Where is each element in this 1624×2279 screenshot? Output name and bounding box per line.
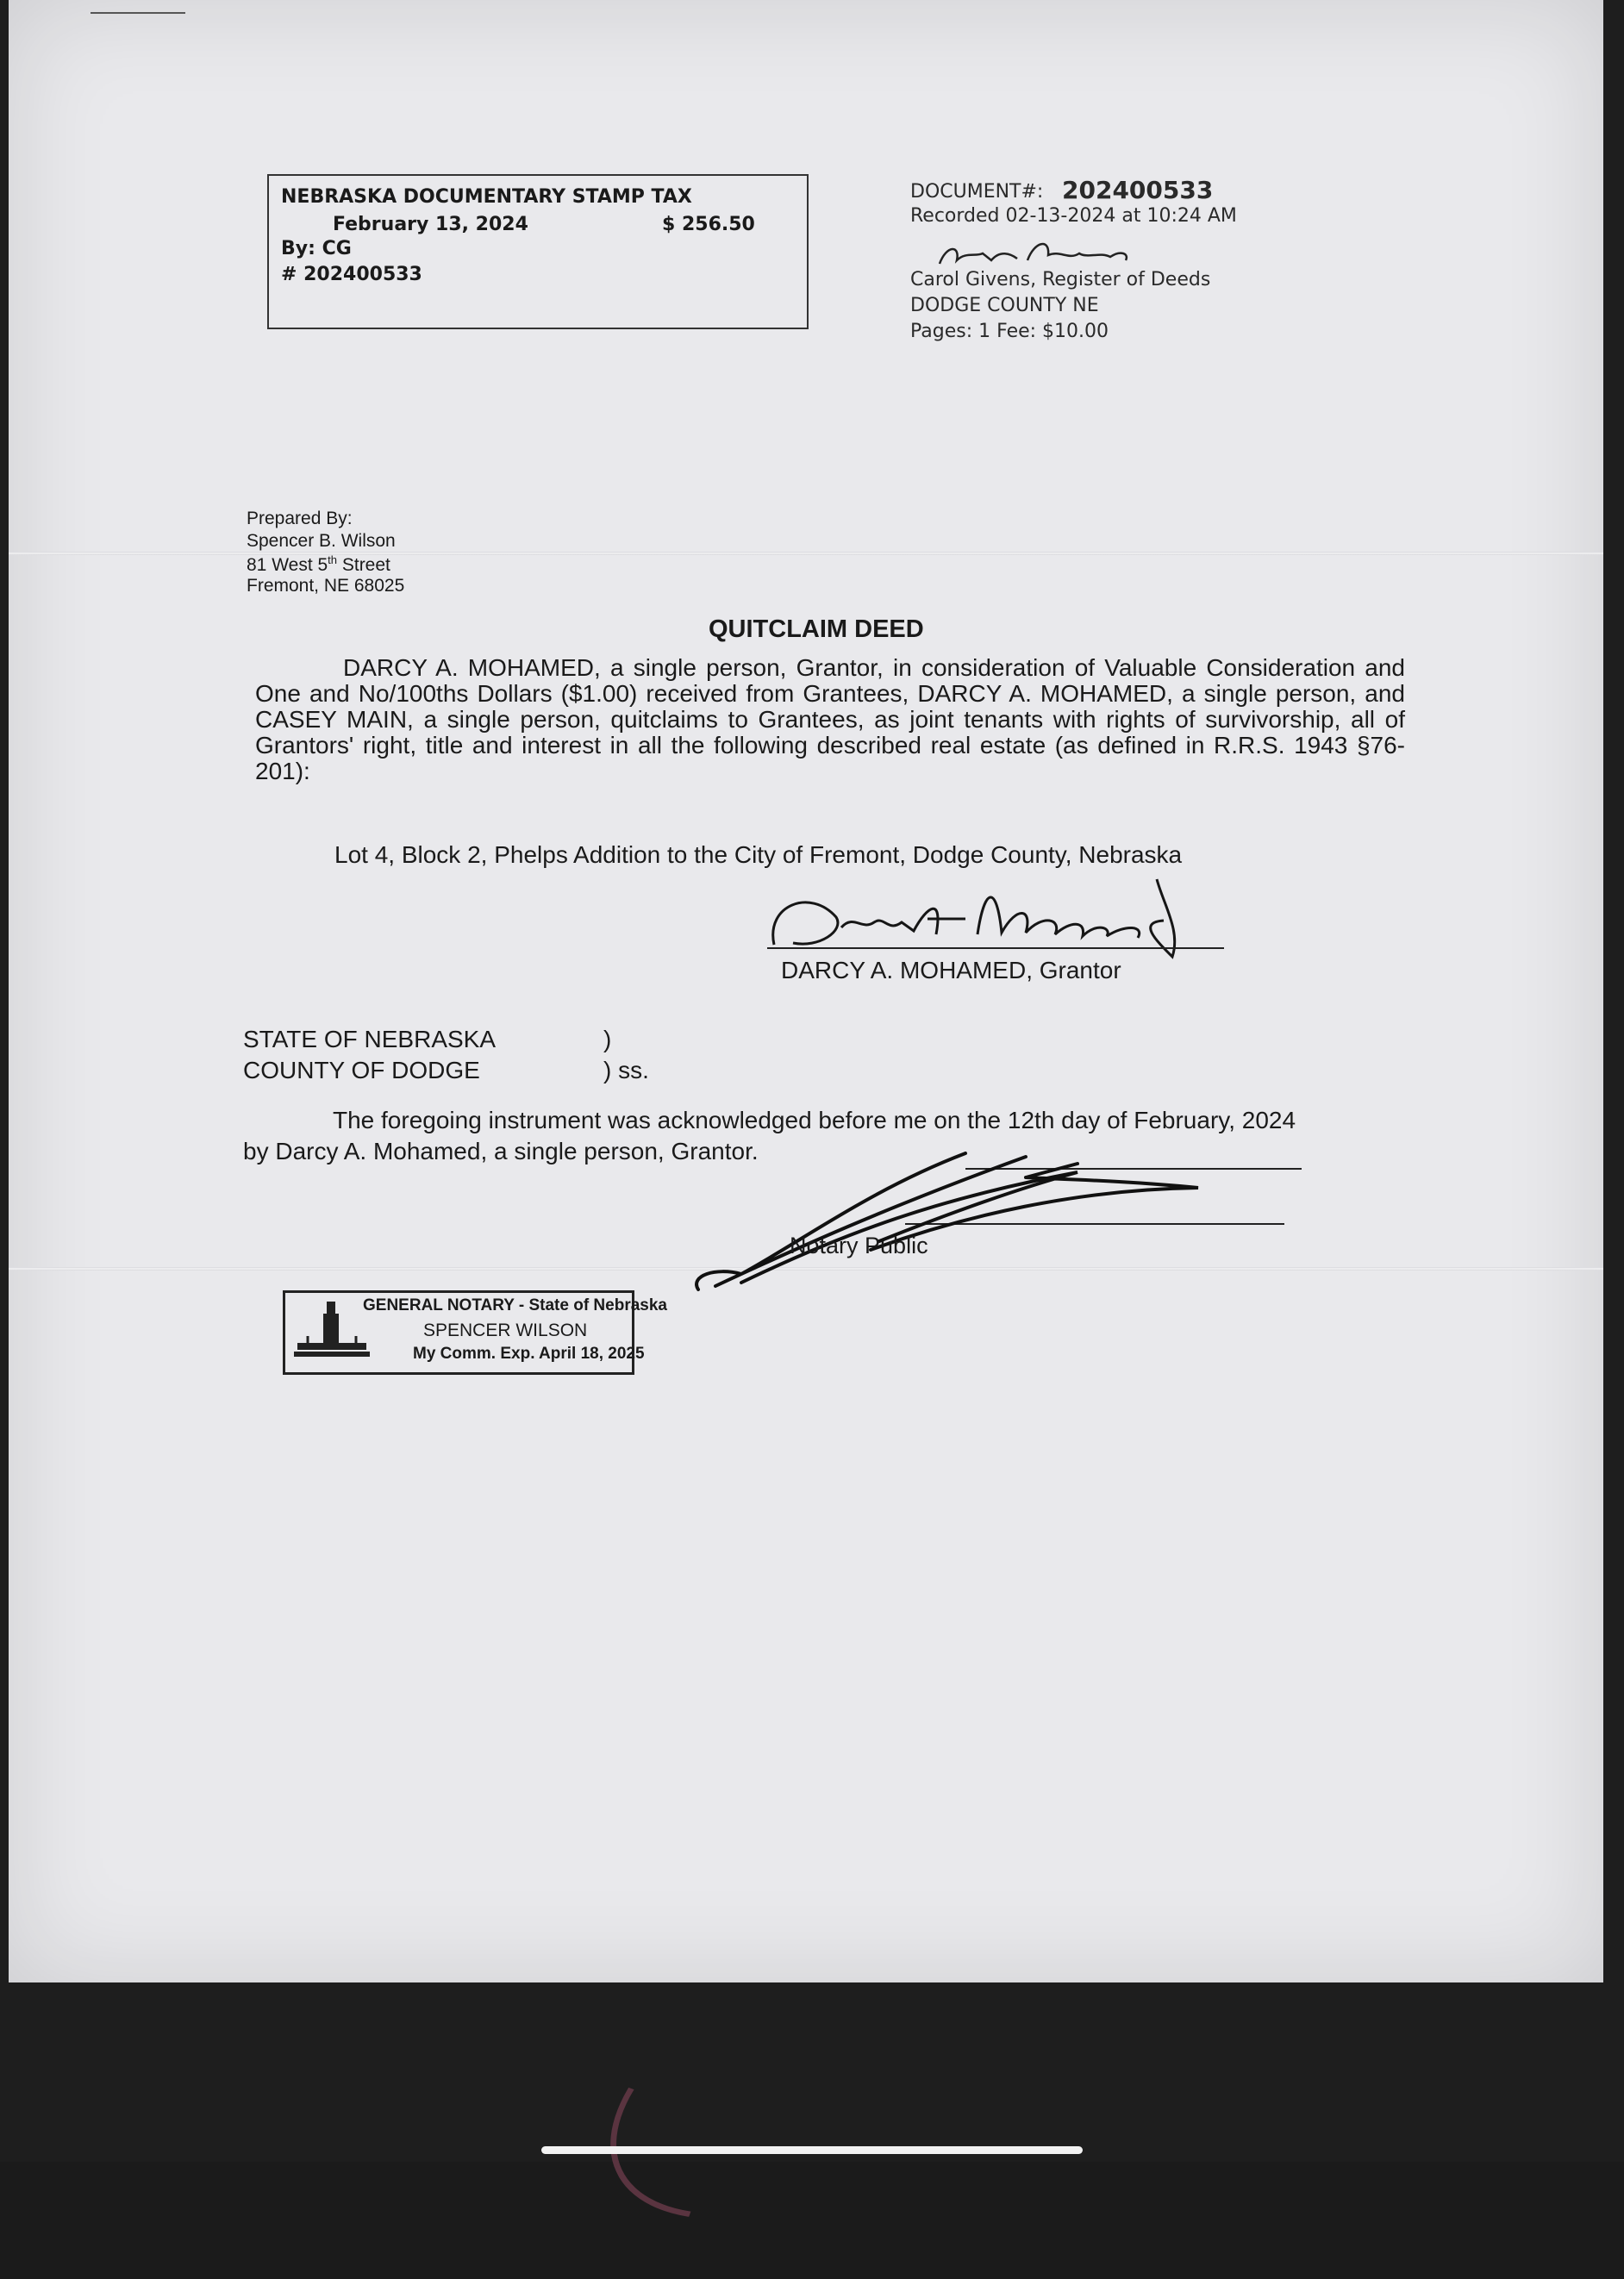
capitol-building-icon	[290, 1298, 373, 1364]
grantor-line: DARCY A. MOHAMED, Grantor	[781, 957, 1121, 983]
document-label: DOCUMENT#:	[910, 181, 1044, 203]
prepared-by-label: Prepared By:	[247, 509, 353, 528]
home-indicator[interactable]	[541, 2146, 1083, 2154]
county-label: COUNTY OF DODGE	[243, 1057, 480, 1083]
pages-fee: Pages: 1 Fee: $10.00	[910, 321, 1109, 342]
notary-signature	[681, 1138, 1302, 1310]
deed-title: QUITCLAIM DEED	[709, 615, 924, 643]
preparer-name: Spencer B. Wilson	[247, 531, 396, 551]
seal-line1: GENERAL NOTARY - State of Nebraska	[363, 1296, 667, 1314]
seal-line3: My Comm. Exp. April 18, 2025	[413, 1345, 645, 1363]
preparer-city: Fremont, NE 68025	[247, 576, 405, 596]
street-number: 81 West 5	[247, 555, 328, 575]
preparer-street	[247, 553, 390, 576]
acknowledgment-line1: The foregoing instrument was acknowledged before me on the 12th day of February, 2024	[333, 1107, 1296, 1133]
stamp-tax-amount: $ 256.50	[662, 214, 755, 235]
notary-seal	[283, 1290, 667, 1375]
stamp-tax-by: By: CG	[281, 238, 352, 259]
top-mark	[91, 12, 185, 14]
venue-paren: )	[603, 1026, 612, 1052]
ss-label: ) ss.	[603, 1057, 649, 1083]
stamp-tax-title: NEBRASKA DOCUMENTARY STAMP TAX	[281, 186, 692, 208]
street-suffix: th	[328, 553, 338, 566]
register-of-deeds: Carol Givens, Register of Deeds	[910, 269, 1211, 290]
recorded-timestamp: Recorded 02-13-2024 at 10:24 AM	[910, 205, 1237, 227]
document-number: 202400533	[1062, 176, 1214, 204]
county: DODGE COUNTY NE	[910, 295, 1099, 316]
notary-public-label: Notary Public	[790, 1233, 928, 1258]
seal-line2: SPENCER WILSON	[423, 1321, 588, 1340]
street-name: Street	[337, 555, 390, 575]
stamp-tax-date: February 13, 2024	[333, 214, 528, 235]
deed-paragraph: DARCY A. MOHAMED, a single person, Grantor, in consideration of Valuable Consideration and One and No/100ths Dollars ($1.00) received from Grantees, DARCY A. MOHAMED, a single person, and CASEY MAIN, a single person, quitclaims to Grantees, as joint tenants with rights of survivorship, all of Grantors' right, title and interest in all the following described real estate (as defined in R.R.S. 1943 §76-201):	[255, 654, 1405, 784]
deed-paper	[9, 0, 1603, 1982]
state-label: STATE OF NEBRASKA	[243, 1026, 497, 1052]
legal-description: Lot 4, Block 2, Phelps Addition to the City of Fremont, Dodge County, Nebraska	[334, 841, 1183, 868]
stamp-tax-number: # 202400533	[281, 264, 422, 285]
stamp-tax-box	[267, 174, 809, 329]
acknowledgment-line2: by Darcy A. Mohamed, a single person, Grantor.	[243, 1138, 759, 1164]
